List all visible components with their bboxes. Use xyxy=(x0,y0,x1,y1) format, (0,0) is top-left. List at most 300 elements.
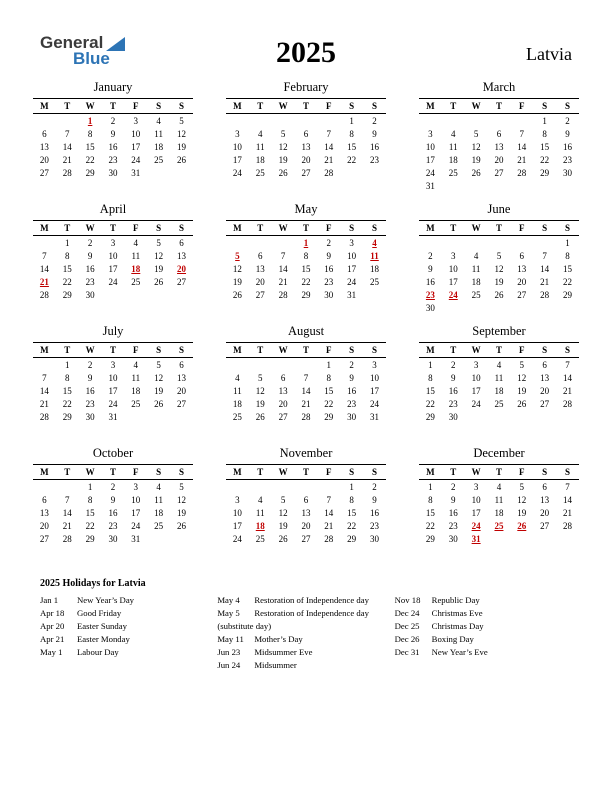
day-cell: 22 xyxy=(540,154,550,165)
day-cell: 7 xyxy=(42,372,47,383)
day-cell: 27 xyxy=(301,167,311,178)
day-cell: 4 xyxy=(258,128,263,139)
empty-day-cell xyxy=(124,288,147,301)
day-cell: 6 xyxy=(303,494,309,505)
day-cell: 14 xyxy=(39,385,49,396)
week-row xyxy=(226,275,386,288)
day-cell: 30 xyxy=(448,411,458,422)
day-cell: 12 xyxy=(154,250,164,261)
day-cell: 17 xyxy=(370,385,380,396)
day-cell: 22 xyxy=(563,276,573,287)
day-cell: 20 xyxy=(39,154,49,165)
day-cell: 4 xyxy=(235,372,240,383)
day-cell: 22 xyxy=(347,154,357,165)
month-block xyxy=(419,80,579,202)
week-row xyxy=(419,140,579,153)
day-cell: 25 xyxy=(131,398,141,409)
day-cell: 5 xyxy=(519,359,525,370)
day-cell: 15 xyxy=(62,385,72,396)
day-cell: 16 xyxy=(448,385,458,396)
logo-text-general: General xyxy=(40,33,104,52)
day-cell: 31 xyxy=(471,533,481,544)
day-cell: 4 xyxy=(451,128,456,139)
holiday-item-name: Mother’s Day xyxy=(254,634,303,644)
week-row xyxy=(226,519,386,532)
holiday-item-date: May 11 xyxy=(217,634,244,644)
weekday-row xyxy=(419,99,579,114)
country-label: Latvia xyxy=(526,44,572,64)
day-cell: 9 xyxy=(428,263,433,274)
day-cell: 2 xyxy=(428,250,433,261)
day-cell: 18 xyxy=(255,520,265,531)
weekday-header: T xyxy=(109,223,116,233)
week-row xyxy=(33,358,193,372)
holiday-item-name: Christmas Day xyxy=(431,621,484,631)
day-cell: 26 xyxy=(278,533,288,544)
week-row xyxy=(419,532,579,545)
day-cell: 18 xyxy=(494,507,504,518)
day-cell: 16 xyxy=(108,141,118,152)
day-cell: 19 xyxy=(278,154,288,165)
day-cell: 14 xyxy=(39,263,49,274)
day-cell: 9 xyxy=(110,128,116,139)
day-cell: 4 xyxy=(156,115,161,126)
day-cell: 5 xyxy=(179,115,184,126)
day-cell: 15 xyxy=(324,385,334,396)
holiday-column xyxy=(40,594,217,672)
holiday-item-date: May 4 xyxy=(217,595,240,605)
day-cell: 30 xyxy=(108,533,118,544)
weekday-header: S xyxy=(156,223,162,233)
day-cell: 31 xyxy=(131,533,141,544)
week-row xyxy=(33,114,193,128)
week-row xyxy=(419,166,579,179)
weekday-header: S xyxy=(565,223,571,233)
day-cell: 24 xyxy=(471,520,481,531)
day-cell: 13 xyxy=(278,385,288,396)
day-cell: 14 xyxy=(278,263,288,274)
empty-day-cell xyxy=(533,532,556,545)
day-cell: 24 xyxy=(108,398,118,409)
week-row xyxy=(419,493,579,506)
empty-day-cell xyxy=(533,236,556,250)
day-cell: 6 xyxy=(519,250,525,261)
weekday-row xyxy=(226,221,386,236)
month-title: September xyxy=(472,324,526,338)
day-cell: 10 xyxy=(232,141,242,152)
day-cell: 8 xyxy=(303,250,309,261)
empty-day-cell xyxy=(556,532,579,545)
day-cell: 8 xyxy=(565,250,570,261)
weekday-header: M xyxy=(40,223,49,233)
weekday-header: T xyxy=(257,345,264,355)
day-cell: 29 xyxy=(563,289,573,300)
holiday-item-date: Jun 24 xyxy=(217,660,241,670)
weekday-header: T xyxy=(450,345,457,355)
day-cell: 29 xyxy=(62,411,72,422)
day-cell: 5 xyxy=(473,128,479,139)
day-cell: 11 xyxy=(255,141,265,152)
empty-day-cell xyxy=(33,114,56,128)
empty-day-cell xyxy=(226,358,249,372)
month-title: October xyxy=(92,446,134,460)
day-cell: 12 xyxy=(517,494,527,505)
empty-day-cell xyxy=(272,114,295,128)
day-cell: 10 xyxy=(471,372,481,383)
weekday-header: W xyxy=(278,101,288,111)
day-cell: 23 xyxy=(108,154,118,165)
day-cell: 10 xyxy=(425,141,435,152)
day-cell: 3 xyxy=(349,237,354,248)
weekday-header: T xyxy=(257,101,264,111)
day-cell: 15 xyxy=(563,263,573,274)
day-cell: 11 xyxy=(471,263,481,274)
day-cell: 21 xyxy=(39,276,49,287)
month-title: July xyxy=(102,324,124,338)
weekday-header: W xyxy=(278,467,288,477)
week-row xyxy=(419,397,579,410)
day-cell: 1 xyxy=(326,359,332,370)
month-calendar xyxy=(226,342,386,423)
weekday-header: W xyxy=(471,345,481,355)
day-cell: 12 xyxy=(255,385,265,396)
weekday-header: W xyxy=(471,101,481,111)
day-cell: 24 xyxy=(131,154,141,165)
empty-day-cell xyxy=(295,114,318,128)
week-row xyxy=(33,410,193,423)
weekday-header: F xyxy=(326,223,332,233)
day-cell: 1 xyxy=(542,115,547,126)
day-cell: 2 xyxy=(372,481,377,492)
holiday-item xyxy=(217,607,394,620)
weekday-header: F xyxy=(519,467,525,477)
month-block xyxy=(419,202,579,324)
weekday-header: F xyxy=(519,101,525,111)
day-cell: 4 xyxy=(496,481,502,492)
day-cell: 5 xyxy=(156,359,161,370)
weekday-header: T xyxy=(109,467,116,477)
holiday-item-name: Easter Sunday xyxy=(77,621,127,631)
weekday-header: S xyxy=(349,345,355,355)
week-row xyxy=(33,236,193,250)
day-cell: 28 xyxy=(517,167,527,178)
holiday-item-date: Dec 25 xyxy=(394,621,420,631)
empty-day-cell xyxy=(249,358,272,372)
weekday-header: W xyxy=(85,223,95,233)
day-cell: 12 xyxy=(494,263,504,274)
weekday-header: T xyxy=(64,223,71,233)
day-cell: 22 xyxy=(301,276,311,287)
day-cell: 19 xyxy=(517,507,527,518)
day-cell: 26 xyxy=(517,398,527,409)
day-cell: 29 xyxy=(425,411,435,422)
empty-day-cell xyxy=(147,410,170,423)
day-cell: 13 xyxy=(177,372,187,383)
day-cell: 7 xyxy=(326,128,332,139)
day-cell: 23 xyxy=(448,398,458,409)
day-cell: 21 xyxy=(324,154,334,165)
day-cell: 22 xyxy=(324,398,334,409)
day-cell: 11 xyxy=(370,250,379,261)
day-cell: 6 xyxy=(179,237,184,248)
day-cell: 19 xyxy=(232,276,242,287)
month-calendar xyxy=(33,98,193,179)
day-cell: 9 xyxy=(451,494,456,505)
weekday-header: T xyxy=(495,101,502,111)
week-row xyxy=(33,493,193,506)
weekday-row xyxy=(226,465,386,480)
day-cell: 30 xyxy=(85,411,95,422)
day-cell: 22 xyxy=(62,398,72,409)
day-cell: 21 xyxy=(62,154,72,165)
empty-day-cell xyxy=(272,480,295,494)
weekday-header: M xyxy=(40,467,49,477)
day-cell: 11 xyxy=(255,507,265,518)
week-row xyxy=(419,153,579,166)
empty-day-cell xyxy=(249,114,272,128)
day-cell: 11 xyxy=(131,372,141,383)
day-cell: 1 xyxy=(65,237,70,248)
week-row xyxy=(226,262,386,275)
holiday-item xyxy=(40,646,217,659)
day-cell: 11 xyxy=(154,494,163,505)
day-cell: 28 xyxy=(563,398,573,409)
empty-day-cell xyxy=(226,480,249,494)
day-cell: 16 xyxy=(85,385,95,396)
day-cell: 21 xyxy=(301,398,311,409)
weekday-header: M xyxy=(233,345,242,355)
month-block xyxy=(226,202,386,324)
day-cell: 5 xyxy=(156,237,161,248)
holiday-item-date: Apr 18 xyxy=(40,608,65,618)
empty-day-cell xyxy=(226,236,249,250)
day-cell: 29 xyxy=(85,167,95,178)
day-cell: 29 xyxy=(540,167,550,178)
day-cell: 28 xyxy=(62,167,72,178)
empty-day-cell xyxy=(488,532,511,545)
day-cell: 17 xyxy=(108,385,118,396)
day-cell: 7 xyxy=(65,128,70,139)
day-cell: 4 xyxy=(496,359,502,370)
day-cell: 17 xyxy=(448,276,458,287)
holiday-item xyxy=(217,620,394,633)
months-grid xyxy=(33,80,579,568)
week-row xyxy=(226,249,386,262)
day-cell: 3 xyxy=(451,250,456,261)
day-cell: 9 xyxy=(110,494,116,505)
day-cell: 14 xyxy=(563,372,573,383)
day-cell: 10 xyxy=(370,372,380,383)
day-cell: 12 xyxy=(278,507,288,518)
day-cell: 25 xyxy=(471,289,481,300)
empty-day-cell xyxy=(419,236,442,250)
day-cell: 1 xyxy=(565,237,570,248)
holiday-item-date: Jun 23 xyxy=(217,647,241,657)
day-cell: 14 xyxy=(324,141,334,152)
day-cell: 1 xyxy=(303,237,309,248)
empty-day-cell xyxy=(170,410,193,423)
day-cell: 23 xyxy=(108,520,118,531)
holiday-item-name: Restoration of Independence day xyxy=(254,608,369,618)
day-cell: 16 xyxy=(370,507,380,518)
week-row xyxy=(226,506,386,519)
day-cell: 15 xyxy=(425,385,435,396)
day-cell: 10 xyxy=(131,494,141,505)
weekday-header: F xyxy=(326,345,332,355)
month-calendar xyxy=(33,464,193,545)
empty-day-cell xyxy=(249,480,272,494)
day-cell: 2 xyxy=(87,359,93,370)
day-cell: 18 xyxy=(232,398,242,409)
empty-day-cell xyxy=(488,114,511,128)
day-cell: 5 xyxy=(519,481,525,492)
day-cell: 9 xyxy=(87,250,93,261)
day-cell: 2 xyxy=(110,115,116,126)
empty-day-cell xyxy=(465,236,488,250)
weekday-header: M xyxy=(40,345,49,355)
day-cell: 13 xyxy=(39,141,49,152)
day-cell: 6 xyxy=(179,359,184,370)
week-row xyxy=(33,397,193,410)
year-title: 2025 xyxy=(276,36,336,69)
day-cell: 13 xyxy=(540,494,550,505)
weekday-header: F xyxy=(519,345,525,355)
weekday-header: W xyxy=(278,223,288,233)
day-cell: 18 xyxy=(131,263,141,274)
day-cell: 8 xyxy=(428,372,433,383)
weekday-row xyxy=(419,343,579,358)
week-row xyxy=(419,384,579,397)
day-cell: 6 xyxy=(496,128,502,139)
day-cell: 24 xyxy=(347,276,357,287)
day-cell: 26 xyxy=(177,154,187,165)
weekday-header: T xyxy=(302,101,309,111)
day-cell: 6 xyxy=(280,372,286,383)
weekday-header: S xyxy=(179,345,185,355)
day-cell: 13 xyxy=(301,507,311,518)
day-cell: 23 xyxy=(370,520,380,531)
day-cell: 28 xyxy=(324,167,334,178)
day-cell: 8 xyxy=(428,494,433,505)
day-cell: 8 xyxy=(349,128,354,139)
empty-day-cell xyxy=(510,236,533,250)
day-cell: 31 xyxy=(370,411,380,422)
day-cell: 14 xyxy=(324,507,334,518)
day-cell: 17 xyxy=(232,154,242,165)
empty-day-cell xyxy=(56,114,79,128)
day-cell: 16 xyxy=(347,385,357,396)
empty-day-cell xyxy=(124,410,147,423)
day-cell: 3 xyxy=(133,481,139,492)
holiday-item-name: Christmas Eve xyxy=(431,608,483,618)
day-cell: 11 xyxy=(448,141,458,152)
week-row xyxy=(33,262,193,275)
day-cell: 28 xyxy=(278,289,288,300)
month-block xyxy=(33,324,193,446)
day-cell: 16 xyxy=(324,263,334,274)
weekday-header: W xyxy=(471,223,481,233)
week-row xyxy=(419,127,579,140)
day-cell: 7 xyxy=(519,128,525,139)
day-cell: 31 xyxy=(131,167,141,178)
day-cell: 2 xyxy=(326,237,332,248)
day-cell: 1 xyxy=(349,115,354,126)
empty-day-cell xyxy=(295,358,318,372)
day-cell: 30 xyxy=(347,411,357,422)
day-cell: 6 xyxy=(303,128,309,139)
weekday-header: S xyxy=(372,345,378,355)
holiday-item-date: Dec 24 xyxy=(394,608,420,618)
weekday-header: S xyxy=(542,345,548,355)
week-row xyxy=(419,236,579,250)
day-cell: 19 xyxy=(278,520,288,531)
day-cell: 30 xyxy=(448,533,458,544)
week-row xyxy=(33,532,193,545)
day-cell: 3 xyxy=(473,481,479,492)
week-row xyxy=(33,166,193,179)
day-cell: 12 xyxy=(232,263,242,274)
weekday-header: M xyxy=(233,101,242,111)
empty-day-cell xyxy=(488,301,511,314)
month-title: May xyxy=(294,202,318,216)
weekday-header: T xyxy=(450,467,457,477)
day-cell: 18 xyxy=(370,263,380,274)
day-cell: 11 xyxy=(233,385,242,396)
day-cell: 31 xyxy=(425,180,435,191)
month-block xyxy=(419,324,579,446)
empty-day-cell xyxy=(317,480,340,494)
empty-day-cell xyxy=(272,358,295,372)
weekday-header: T xyxy=(109,101,116,111)
week-row xyxy=(33,480,193,494)
day-cell: 30 xyxy=(108,167,118,178)
day-cell: 10 xyxy=(448,263,458,274)
holidays-title: 2025 Holidays for Latvia xyxy=(40,578,146,589)
day-cell: 14 xyxy=(301,385,311,396)
day-cell: 15 xyxy=(425,507,435,518)
day-cell: 23 xyxy=(85,398,95,409)
day-cell: 17 xyxy=(471,385,481,396)
day-cell: 6 xyxy=(42,128,47,139)
empty-day-cell xyxy=(33,480,56,494)
day-cell: 15 xyxy=(85,507,95,518)
day-cell: 10 xyxy=(131,128,141,139)
holiday-item xyxy=(395,646,572,659)
weekday-header: T xyxy=(109,345,116,355)
empty-day-cell xyxy=(170,532,193,545)
day-cell: 20 xyxy=(540,507,550,518)
weekday-header: S xyxy=(565,345,571,355)
empty-day-cell xyxy=(510,410,533,423)
day-cell: 5 xyxy=(280,128,286,139)
holiday-item-name: Easter Monday xyxy=(77,634,130,644)
day-cell: 19 xyxy=(471,154,481,165)
day-cell: 5 xyxy=(280,494,286,505)
day-cell: 26 xyxy=(278,167,288,178)
day-cell: 23 xyxy=(563,154,573,165)
week-row xyxy=(226,153,386,166)
month-calendar xyxy=(226,98,386,179)
empty-day-cell xyxy=(510,532,533,545)
holiday-item-date: Dec 31 xyxy=(394,647,420,657)
day-cell: 3 xyxy=(428,128,433,139)
day-cell: 2 xyxy=(87,237,93,248)
weekday-row xyxy=(33,465,193,480)
holiday-item-name: Labour Day xyxy=(77,647,119,657)
empty-day-cell xyxy=(33,358,56,372)
weekday-header: T xyxy=(64,467,71,477)
day-cell: 16 xyxy=(448,507,458,518)
